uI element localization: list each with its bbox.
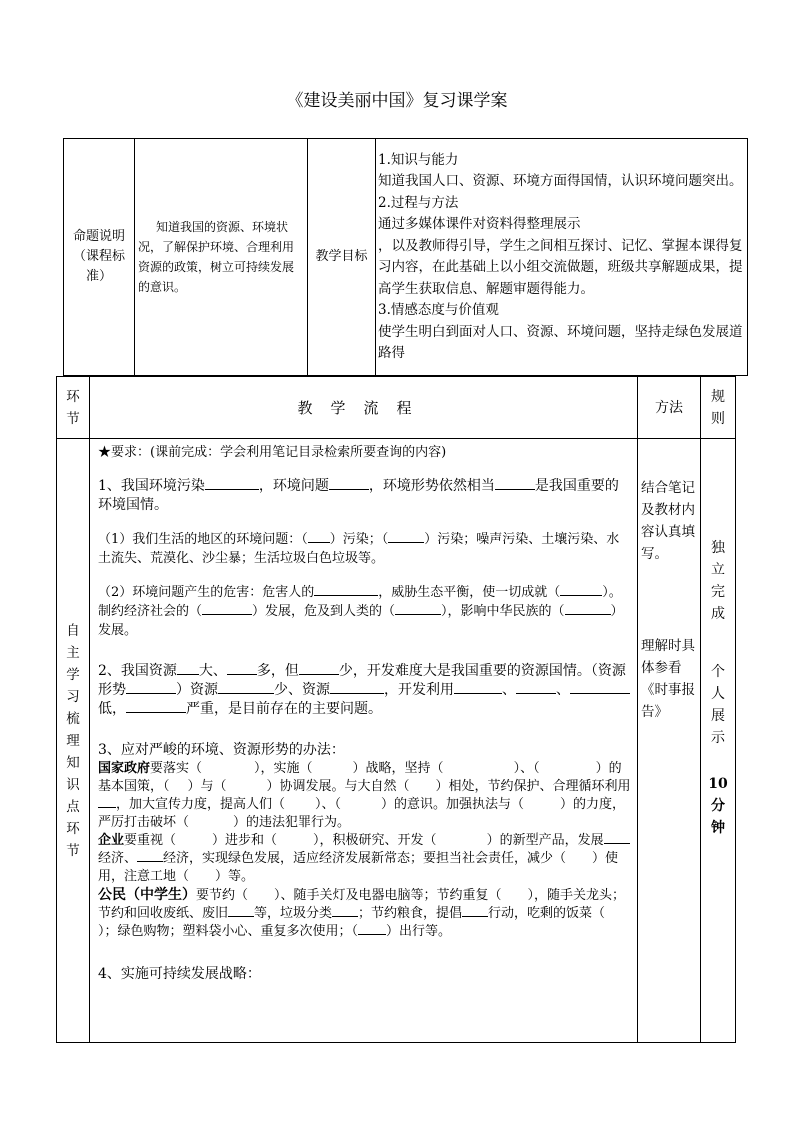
rule-3: 10分钟 [708,776,728,836]
item-1-2: （2）环境问题产生的危害：危害人的 ，威胁生态平衡，使一切成就（ ）。制约经济社会的（ ）发展，危及到人类的（ ），影响中华民族的（ ）发展。 [98,585,624,638]
item-3: 3、应对严峻的环境、资源形势的办法： [98,742,345,758]
section-cell: 自主学习梳理知识点环节 [57,439,90,1043]
header-method: 方法 [638,377,701,439]
flow-table [56,376,736,1043]
method-cell [638,439,701,1043]
header-section: 环节 [57,377,90,439]
info-table [63,138,748,376]
item-2: 2、我国资源 大、 多，但 少，开发难度大是我国重要的资源国情。（资源形势 ）资源 少、资源 ，开发利用 、 、低， 严重，是目前存在的主要问题。 [98,662,631,719]
method-note-2: 理解时具体参看《时事报告》 [641,638,695,720]
objective-line: 知道我国人口、资源、环境方面得国情，认识环境问题突出。 [378,173,743,189]
objectives-cell [376,139,748,376]
rule-1: 独立完成 [711,540,725,622]
method-note-1: 结合笔记及教材内容认真填写。 [641,480,695,562]
requirement: ★要求：(课前完成：学会利用笔记目录检索所要查询的内容) [98,445,447,460]
item-1-1: （1）我们生活的地区的环境问题：（ ）污染；（ ）污染；噪声污染、土壤污染、水土流失、荒漠化、沙尘暴；生活垃圾白色垃圾等。 [98,532,620,566]
objective-line: 2.过程与方法 [378,194,459,211]
standard-text: 知道我国的资源、环境状况，了解保护环境、合理利用资源的政策，树立可持续发展的意识。 [135,139,308,376]
item-3-citizen: 公民（中学生）要节约（ ）、随手关灯及电器电脑等；节约重复（ ），随手关龙头；节约和回收废纸、废旧 等，垃圾分类 ；节约粮食，提倡 行动，吃剩的饭菜（）；绿色购物；塑料袋小心、重复多次使用；（ ）出行等。 [98,887,626,939]
objective-line: 使学生明白到面对人口、资源、环境问题，坚持走绿色发展道路得 [378,323,743,361]
objective-line: ，以及教师得引导，学生之间相互探讨、记忆、掌握本课得复习内容，在此基础上以小组交流做题，班级共享解题成果，提高学生获取信息、解题审题得能力。 [378,237,743,297]
item-4: 4、实施可持续发展战略： [98,966,261,982]
standard-label: 命题说明（课程标准） [64,139,135,376]
page-title: 《建设美丽中国》复习课学案 [286,91,508,111]
rule-2: 个人展示 [711,664,725,746]
objective-line: 通过多媒体课件对资料得整理展示 [378,216,581,232]
item-1: 1、我国环境污染 ，环境问题 ，环境形势依然相当 是我国重要的环境国情。 [98,478,619,513]
objective-label: 教学目标 [308,139,376,376]
item-3-gov: 国家政府要落实（ ），实施（ ）战略，坚持（ ）、（ ）的基本国策，（ ）与（ ）协调发展。与大自然（ ）相处，节约保护、合理循环利用，加大宣传力度，提高人们（ ）、（ ）的意识。加强执法与（ ）的力度，严厉打击破坏（ ）的违法犯罪行为。 [98,761,631,830]
item-3-enterprise: 企业要重视（ ）进步和（ ），积极研究、开发（ ）的新型产品，发展经济、 经济，实现绿色发展，适应经济发展新常态；要担当社会责任，减少（ ）使用，注意工地（ ）等。 [98,832,631,886]
header-flow: 教学流程 [90,377,638,439]
objective-line: 3.情感态度与价值观 [378,302,499,318]
objective-line: 1.知识与能力 [378,151,459,168]
header-rule: 规则 [701,377,736,439]
rule-cell [701,439,736,1043]
flow-content [90,439,638,1043]
